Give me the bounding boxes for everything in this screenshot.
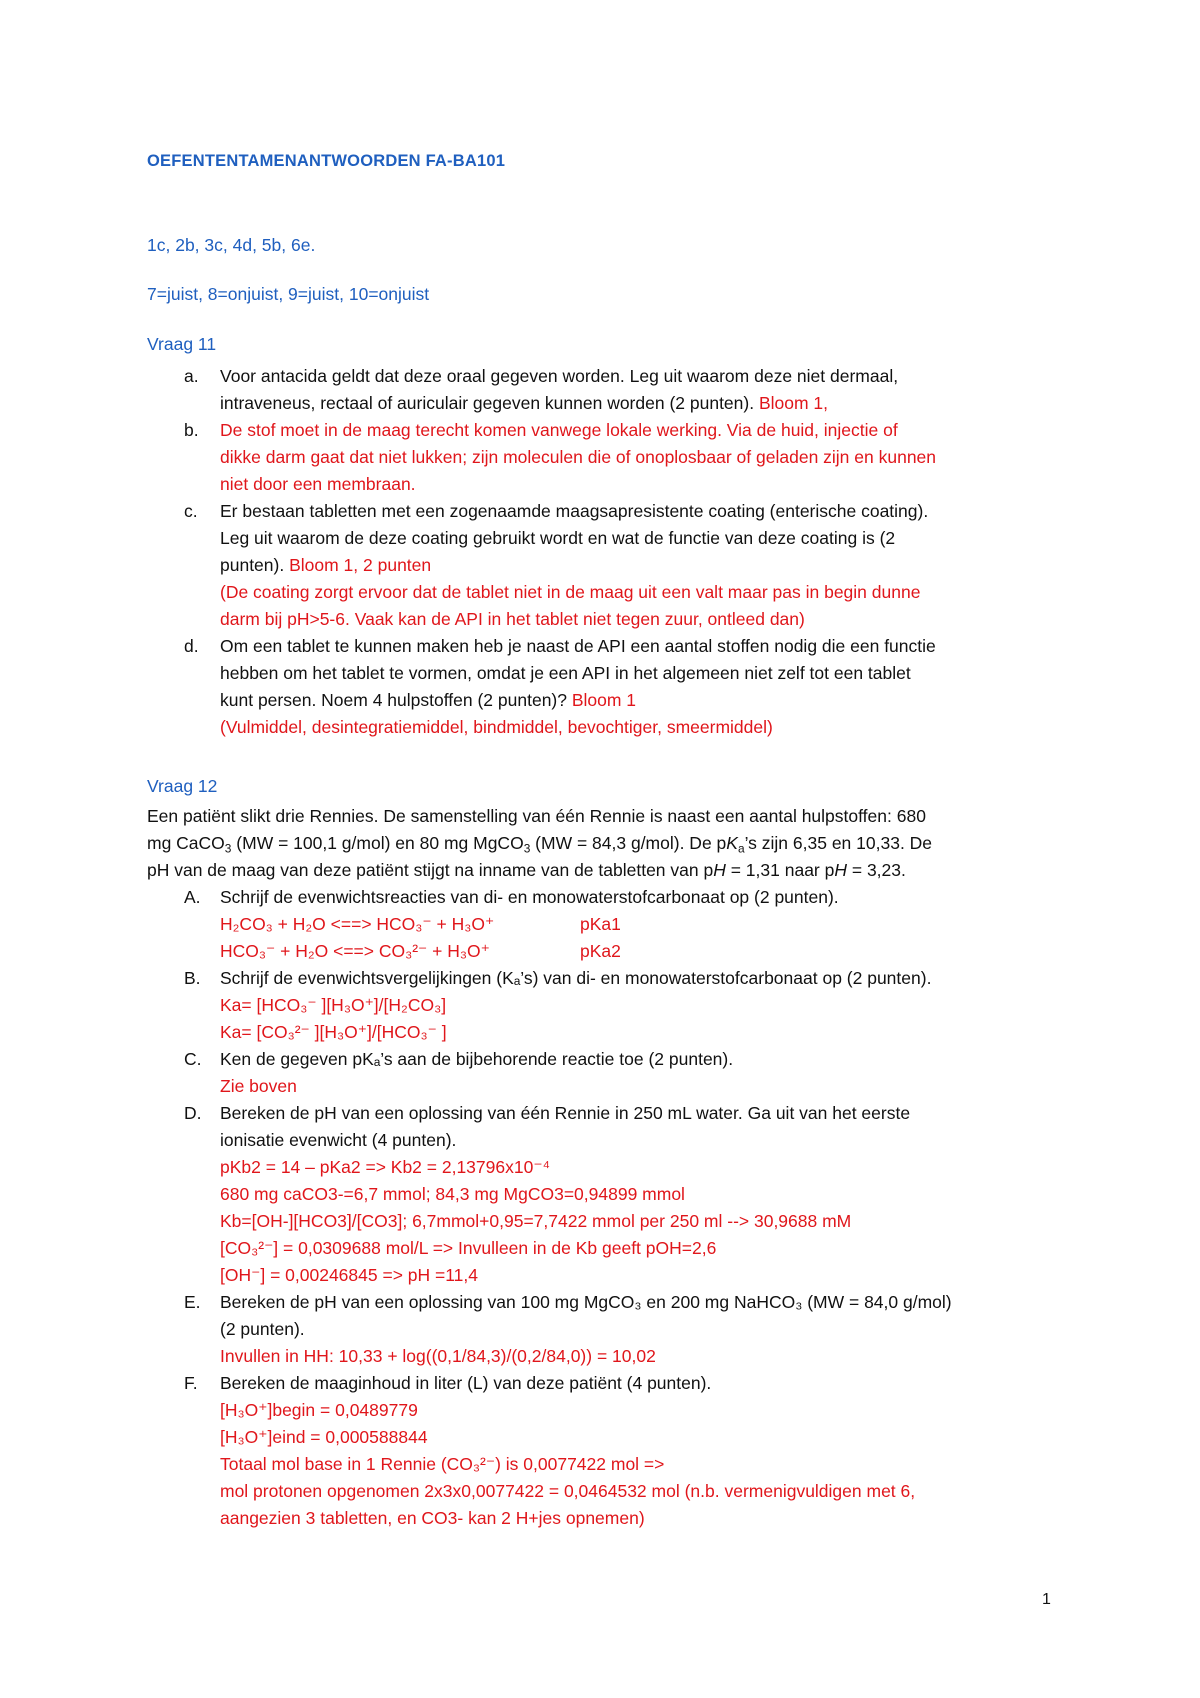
q12-intro2: mg CaCO$_3$ (MW = 100,1 g/mol) en 80 mg MgCO$_3$ (MW = 84,3 g/mol). De $pK_a’s$ zijn 6,35 en 10,33. De (147, 833, 933, 856)
q11-b-line1: De stof moet in de maag terecht komen vanwege lokale werking. Via de huid, injectie of (220, 420, 898, 440)
q12-intro3-a: pH van de maag van deze patiënt stijgt na inname van de tabletten van p (147, 860, 714, 880)
mc-answers: 1c, 2b, 3c, 4d, 5b, 6e. (147, 235, 316, 255)
q11-b-label: b. (184, 420, 199, 440)
q11-b-line2: dikke darm gaat dat niet lukken; zijn moleculen die of onoplosbaar of geladen zijn en kunnen (220, 447, 937, 467)
q12-A-reaction2: HCO₃⁻ + H₂O <==> CO₃²⁻ + H₃O⁺ (220, 941, 490, 961)
q12-D-ans5: [OH⁻] = 0,00246845 => pH =11,4 (220, 1265, 478, 1285)
q12-B-text: Schrijf de evenwichtsvergelijkingen (Kₐ’s) van di- en monowaterstofcarbonaat op (2 punten). (220, 968, 932, 988)
q12-A-reaction1: H₂CO₃ + H₂O <==> HCO₃⁻ + H₃O⁺ (220, 914, 495, 934)
q11-d-bloom: Bloom 1 (566, 690, 637, 710)
q12-intro3: pH van de maag van deze patiënt stijgt na inname van de tabletten van pH = 1,31 naar pH = 3,23. (147, 860, 906, 880)
q12-D-label: D. (184, 1103, 202, 1123)
page-number: 1 (1042, 1591, 1051, 1608)
q12-intro2-c: (MW = 84,3 g/mol). De p (530, 833, 727, 853)
q12-B-label: B. (184, 968, 201, 988)
q12-F-text: Bereken de maaginhoud in liter (L) van deze patiënt (4 punten). (220, 1373, 712, 1393)
q11-d-line3-text: kunt persen. Noem 4 hulpstoffen (2 punten)? (220, 690, 567, 710)
q11-d-line2: hebben om het tablet te vormen, omdat je een API in het algemeen niet zelf tot een tablet (220, 663, 911, 683)
q12-intro2-b: (MW = 100,1 g/mol) en 80 mg MgCO (231, 833, 524, 853)
q12-D-ans4: [CO₃²⁻] = 0,0309688 mol/L => Invulleen in de Kb geeft pOH=2,6 (220, 1238, 717, 1258)
q12-intro2-a: mg CaCO (147, 833, 225, 853)
q11-c-line3 (220, 555, 431, 576)
q12-D-ans2: 680 mg caCO3-=6,7 mmol; 84,3 mg MgCO3=0,94899 mmol (220, 1184, 685, 1204)
q12-E-text1: Bereken de pH van een oplossing van 100 mg MgCO₃ en 200 mg NaHCO₃ (MW = 84,0 g/mol) (220, 1292, 952, 1312)
q11-c-label: c. (184, 501, 198, 521)
q11-c-line1: Er bestaan tabletten met een zogenaamde maagsapresistente coating (enterische coating). (220, 501, 929, 521)
q12-C-text: Ken de gegeven pKₐ’s aan de bijbehorende reactie toe (2 punten). (220, 1049, 734, 1069)
q11-a-line2-text: intraveneus, rectaal of auriculair gegeven kunnen worden (2 punten). (220, 393, 755, 413)
q12-F-ans5: aangezien 3 tabletten, en CO3- kan 2 H+jes opnemen) (220, 1508, 645, 1528)
q12-E-label: E. (184, 1292, 201, 1312)
q12-D-ans1: pKb2 = 14 – pKa2 => Kb2 = 2,13796x10⁻⁴ (220, 1157, 551, 1177)
q11-c-ans2: darm bij pH>5-6. Vaak kan de API in het tablet niet tegen zuur, ontleed dan) (220, 609, 805, 629)
q11-d-ans: (Vulmiddel, desintegratiemiddel, bindmiddel, bevochtiger, smeermiddel) (220, 717, 773, 737)
q11-c-ans1: (De coating zorgt ervoor dat de tablet niet in de maag uit een valt maar pas in begin dunne (220, 582, 921, 602)
q12-D-text2: ionisatie evenwicht (4 punten). (220, 1130, 457, 1150)
q12-B-eq1: Ka= [HCO₃⁻ ][H₃O⁺]/[H₂CO₃] (220, 995, 447, 1015)
q12-D-text1: Bereken de pH van een oplossing van één Rennie in 250 mL water. Ga uit van het eerste (220, 1103, 911, 1123)
q11-b-line3: niet door een membraan. (220, 474, 416, 494)
q12-intro3-c: = 3,23. (847, 860, 906, 880)
q11-d-label: d. (184, 636, 199, 656)
q12-heading: Vraag 12 (147, 776, 218, 796)
q12-intro3-b: = 1,31 naar p (725, 860, 835, 880)
q12-A-label: A. (184, 887, 201, 907)
q12-F-label: F. (184, 1373, 198, 1393)
q12-F-ans3: Totaal mol base in 1 Rennie (CO₃²⁻) is 0,0077422 mol => (220, 1454, 665, 1474)
q11-a-bloom: Bloom 1, (754, 393, 829, 413)
q12-C-label: C. (184, 1049, 202, 1069)
tf-answers: 7=juist, 8=onjuist, 9=juist, 10=onjuist (147, 284, 430, 304)
q11-d-line3 (220, 690, 636, 711)
q12-A-text: Schrijf de evenwichtsreacties van di- en monowaterstofcarbonaat op (2 punten). (220, 887, 839, 907)
document-title: OEFENTENTAMENANTWOORDEN FA-BA101 (147, 152, 506, 170)
q11-c-bloom: Bloom 1, 2 punten (284, 555, 432, 575)
q12-C-ans: Zie boven (220, 1076, 297, 1096)
q11-c-line2: Leg uit waarom de deze coating gebruikt wordt en wat de functie van deze coating is (2 (220, 528, 896, 548)
q11-c-line3-text: punten). (220, 555, 285, 575)
q11-d-line1: Om een tablet te kunnen maken heb je naast de API een aantal stoffen nodig die een functie (220, 636, 936, 656)
q12-intro1: Een patiënt slikt drie Rennies. De samenstelling van één Rennie is naast een aantal hulpstoffen: 680 (147, 806, 926, 826)
q12-D-ans3: Kb=[OH-][HCO3]/[CO3]; 6,7mmol+0,95=7,7422 mmol per 250 ml --> 30,9688 mM (220, 1211, 852, 1231)
q12-E-text2: (2 punten). (220, 1319, 305, 1339)
q12-A-reaction2-pk: pKa2 (580, 941, 621, 961)
q12-B-eq2: Ka= [CO₃²⁻ ][H₃O⁺]/[HCO₃⁻ ] (220, 1022, 447, 1042)
q11-a-line1: Voor antacida geldt dat deze oraal gegeven worden. Leg uit waarom deze niet dermaal, (220, 366, 899, 386)
q12-E-ans: Invullen in HH: 10,33 + log((0,1/84,3)/(0,2/84,0)) = 10,02 (220, 1346, 656, 1366)
q12-F-ans2: [H₃O⁺]eind = 0,000588844 (220, 1427, 428, 1447)
q12-F-ans4: mol protonen opgenomen 2x3x0,0077422 = 0,0464532 mol (n.b. vermenigvuldigen met 6, (220, 1481, 916, 1501)
q11-a-label: a. (184, 366, 199, 386)
q12-F-ans1: [H₃O⁺]begin = 0,0489779 (220, 1400, 418, 1420)
q12-A-reaction1-pk: pKa1 (580, 914, 621, 934)
q11-heading: Vraag 11 (147, 334, 217, 354)
q11-a-line2 (220, 393, 828, 414)
q12-intro2-d: ’s zijn 6,35 en 10,33. De (744, 833, 933, 853)
